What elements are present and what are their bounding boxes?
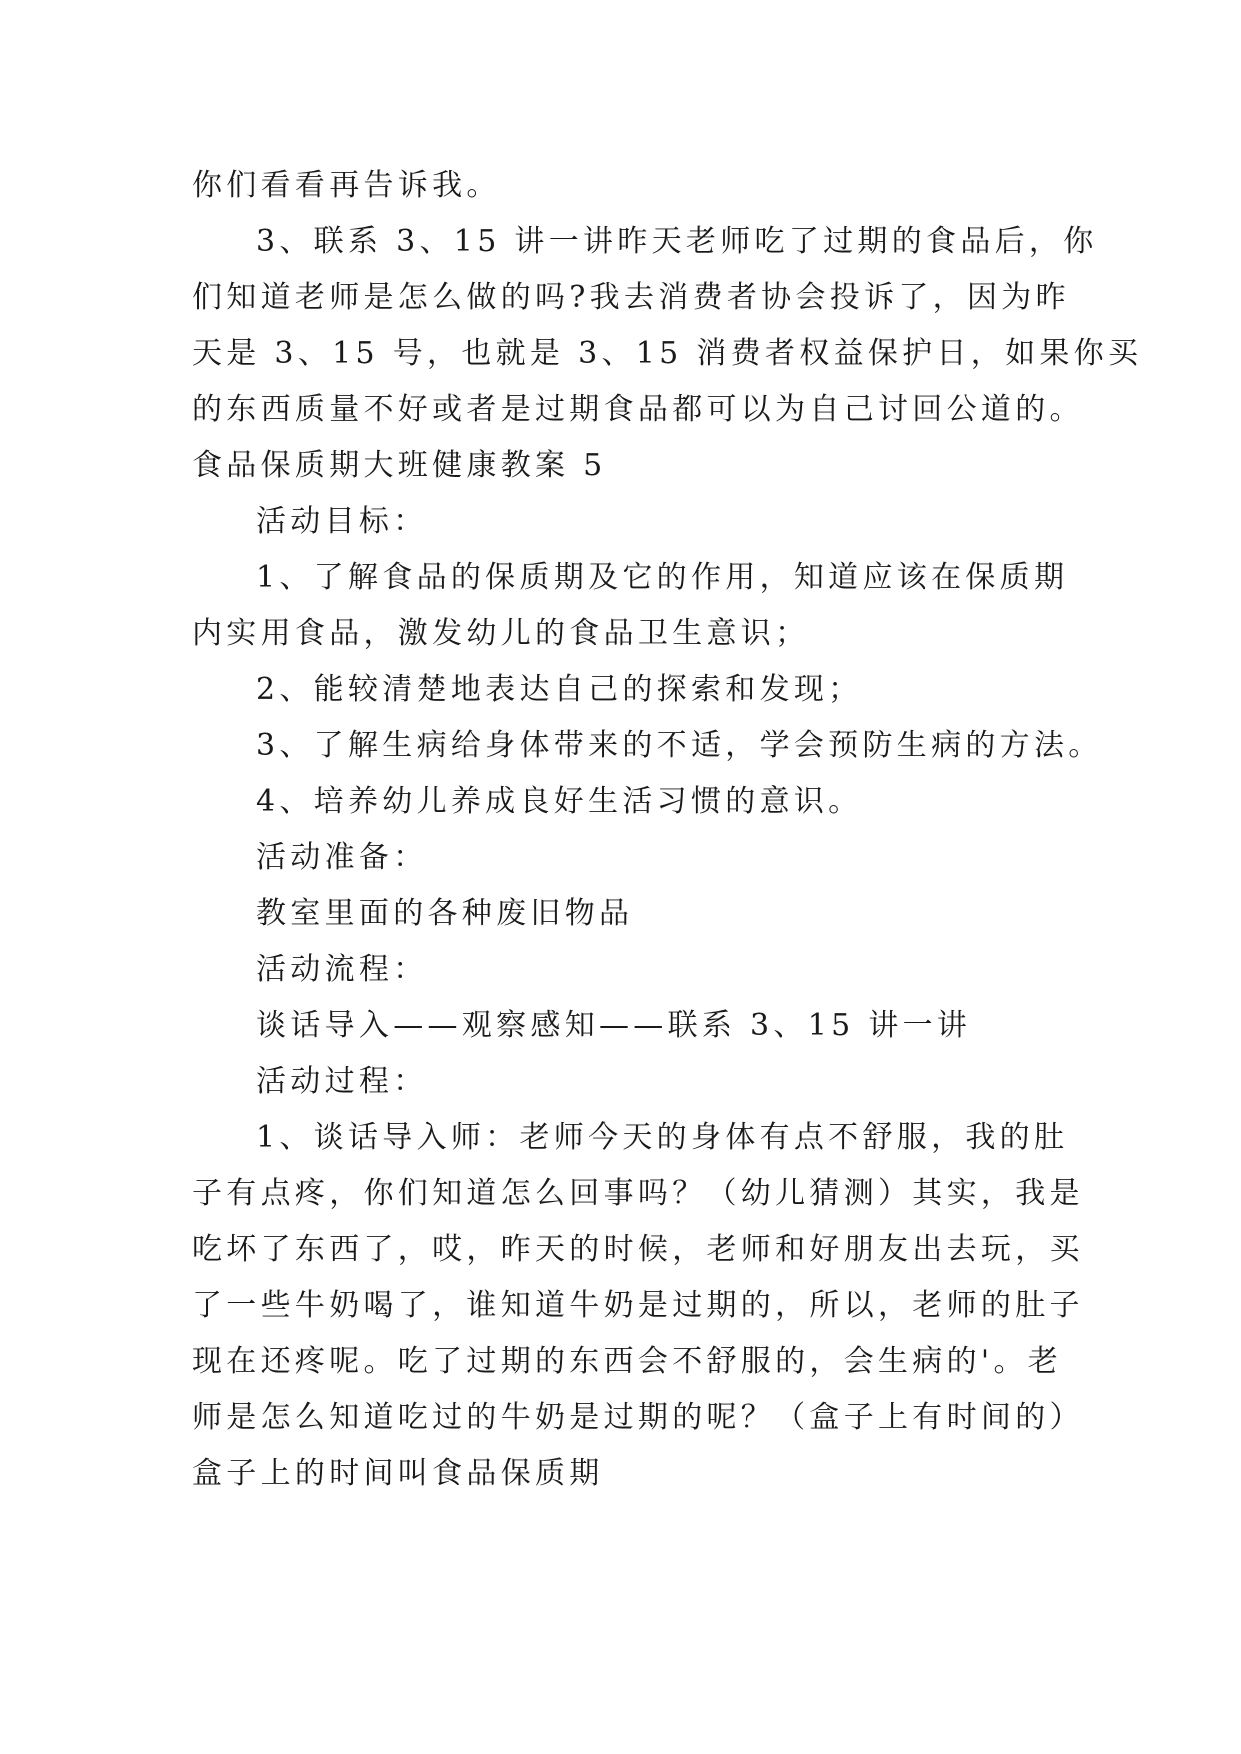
text-line: 的东西质量不好或者是过期食品都可以为自己讨回公道的。 (192, 392, 1084, 427)
text-line: 教室里面的各种废旧物品 (256, 896, 634, 931)
text-line: 3、联系 3、15 讲一讲昨天老师吃了过期的食品后，你 (256, 224, 1098, 259)
text-line: 4、培养幼儿养成良好生活习惯的意识。 (256, 784, 863, 819)
subheading: 活动目标： (256, 504, 428, 539)
text-line: 1、了解食品的保质期及它的作用，知道应该在保质期 (256, 560, 1069, 595)
text-line: 子有点疼，你们知道怎么回事吗？（幼儿猜测）其实，我是 (192, 1176, 1084, 1211)
text-line: 了一些牛奶喝了，谁知道牛奶是过期的，所以，老师的肚子 (192, 1288, 1084, 1323)
text-line: 师是怎么知道吃过的牛奶是过期的呢？（盒子上有时间的） (192, 1400, 1084, 1435)
text-line: 你们看看再告诉我。 (192, 168, 501, 203)
text-line: 天是 3、15 号，也就是 3、15 消费者权益保护日，如果你买 (192, 336, 1143, 371)
section-heading: 食品保质期大班健康教案 5 (192, 448, 607, 483)
text-line: 们知道老师是怎么做的吗?我去消费者协会投诉了，因为昨 (192, 280, 1070, 315)
text-line: 现在还疼呢。吃了过期的东西会不舒服的，会生病的'。老 (192, 1344, 1063, 1379)
text-line: 2、能较清楚地表达自己的探索和发现； (256, 672, 863, 707)
text-line: 吃坏了东西了，哎，昨天的时候，老师和好朋友出去玩，买 (192, 1232, 1084, 1267)
text-line: 1、谈话导入师：老师今天的身体有点不舒服，我的肚 (256, 1120, 1069, 1155)
text-line: 谈话导入——观察感知——联系 3、15 讲一讲 (256, 1008, 972, 1043)
text-line: 3、了解生病给身体带来的不适，学会预防生病的方法。 (256, 728, 1103, 763)
text-line: 内实用食品，激发幼儿的食品卫生意识； (192, 616, 810, 651)
subheading: 活动准备： (256, 840, 428, 875)
subheading: 活动过程： (256, 1064, 428, 1099)
text-line: 盒子上的时间叫食品保质期 (192, 1456, 604, 1491)
subheading: 活动流程： (256, 952, 428, 987)
